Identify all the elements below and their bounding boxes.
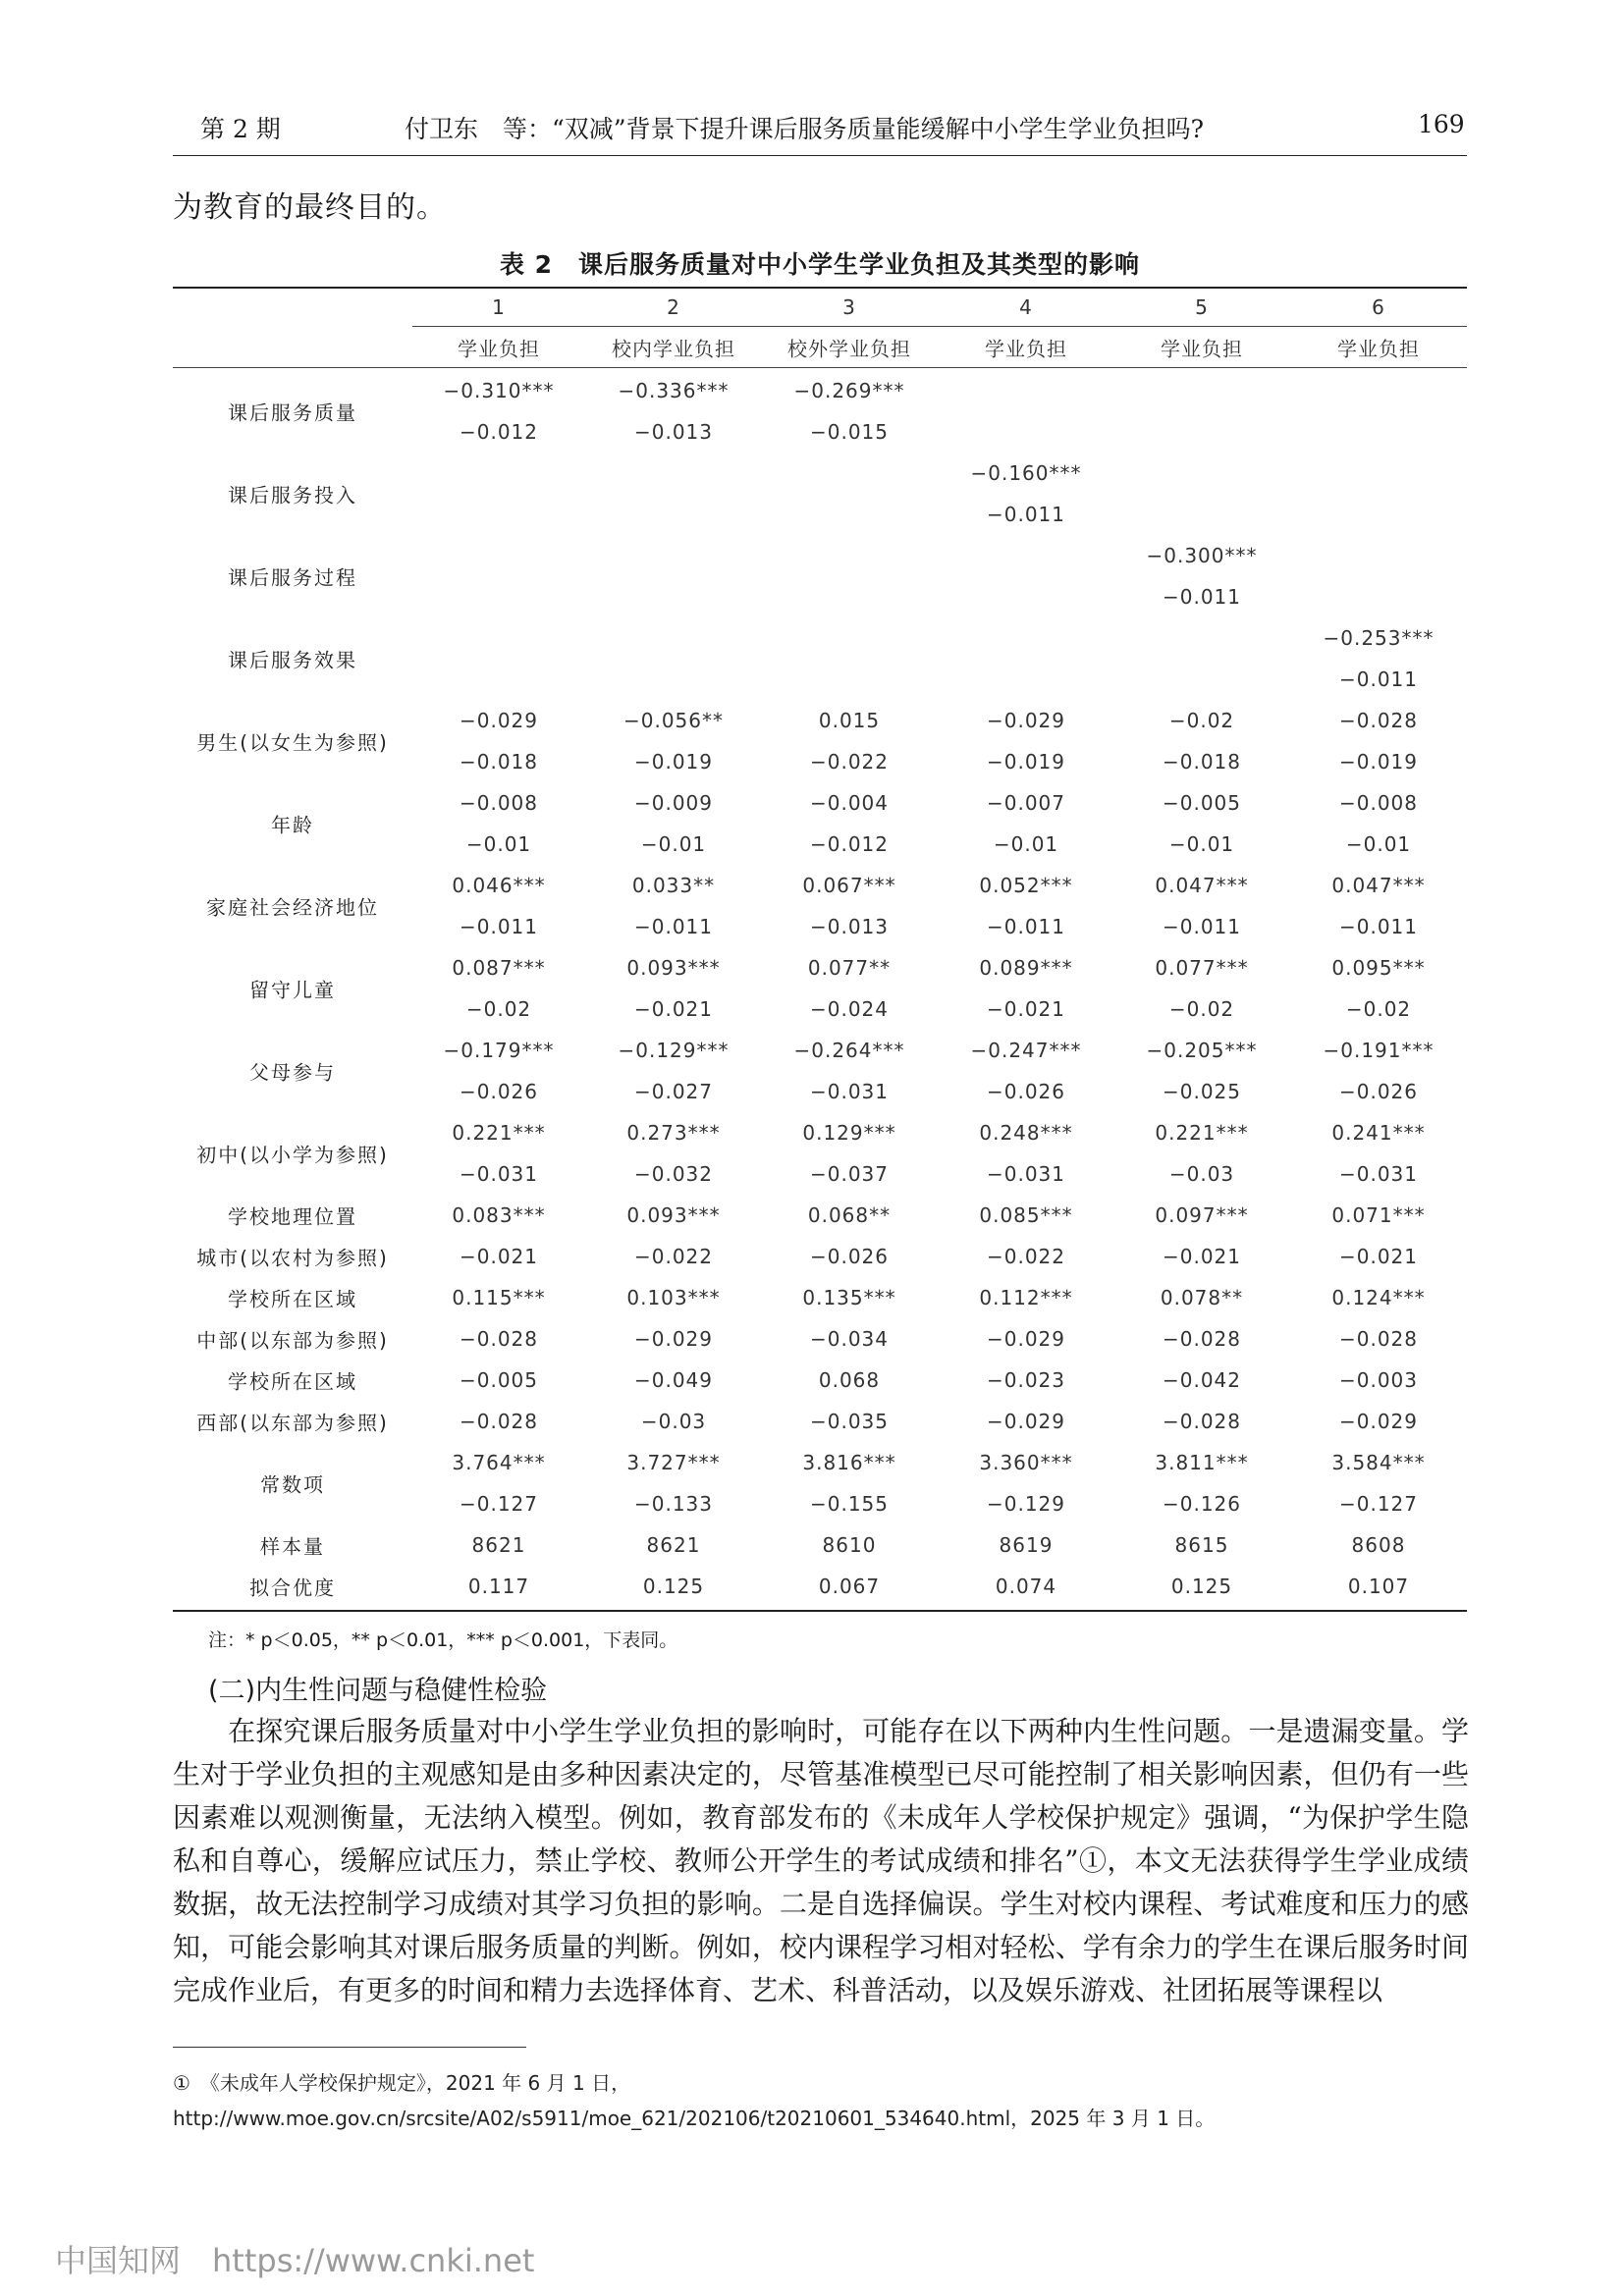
coefficient-cell: −0.007: [986, 791, 1066, 815]
stderr-cell: −0.127: [459, 1492, 539, 1516]
coefficient-cell: −0.253***: [1323, 626, 1435, 650]
stderr-cell: −0.011: [633, 915, 714, 938]
stderr-cell: −0.026: [809, 1245, 890, 1268]
stderr-cell: −0.019: [633, 750, 714, 774]
coefficient-cell: 0.015: [818, 709, 881, 732]
summary-cell: 0.074: [995, 1575, 1057, 1598]
coefficient-cell: 0.068**: [807, 1203, 892, 1227]
coefficient-cell: 0.047***: [1331, 874, 1426, 897]
stderr-cell: −0.018: [459, 750, 539, 774]
coefficient-cell: −0.179***: [443, 1039, 555, 1062]
coefficient-cell: −0.003: [1338, 1368, 1419, 1392]
coefficient-cell: 0.087***: [452, 956, 546, 980]
summary-label: 样本量: [260, 1534, 325, 1559]
row-label-sub: 西部(以东部为参照): [196, 1411, 389, 1435]
stderr-cell: −0.029: [986, 1410, 1066, 1433]
coefficient-cell: 0.083***: [452, 1203, 546, 1227]
row-label: 课后服务效果: [228, 648, 357, 672]
summary-cell: 8608: [1351, 1533, 1406, 1557]
page-number: 169: [1418, 110, 1465, 138]
coefficient-cell: 0.067***: [802, 874, 896, 897]
stderr-cell: −0.011: [1162, 585, 1242, 609]
coefficient-cell: −0.029: [459, 709, 539, 732]
summary-cell: 0.107: [1347, 1575, 1410, 1598]
row-label: 初中(以小学为参照): [196, 1143, 389, 1167]
header-rule: [173, 155, 1467, 156]
stderr-cell: −0.019: [986, 750, 1066, 774]
coefficient-cell: 0.112***: [979, 1286, 1073, 1309]
table-note: 注：* p＜0.05，** p＜0.01，*** p＜0.001，下表同。: [208, 1629, 678, 1651]
stderr-cell: −0.126: [1162, 1492, 1242, 1516]
stderr-cell: −0.026: [459, 1080, 539, 1103]
row-label: 课后服务过程: [228, 565, 357, 590]
stderr-cell: −0.011: [1162, 915, 1242, 938]
summary-cell: 0.067: [818, 1575, 881, 1598]
column-number: 6: [1372, 295, 1385, 319]
row-label: 男生(以女生为参照): [196, 730, 389, 755]
row-label: 课后服务投入: [228, 483, 357, 507]
stderr-cell: −0.013: [809, 915, 890, 938]
coefficient-cell: 0.093***: [626, 1203, 721, 1227]
summary-cell: 0.125: [642, 1575, 705, 1598]
stderr-cell: −0.02: [465, 997, 532, 1021]
coefficient-cell: 0.052***: [979, 874, 1073, 897]
coefficient-cell: −0.160***: [970, 461, 1082, 485]
summary-cell: 0.125: [1170, 1575, 1233, 1598]
row-label: 父母参与: [249, 1060, 336, 1085]
footnote-rule: [173, 2047, 526, 2048]
stderr-cell: −0.01: [640, 832, 707, 856]
stderr-cell: −0.031: [986, 1162, 1066, 1186]
coefficient-cell: 0.095***: [1331, 956, 1426, 980]
row-label: 课后服务质量: [228, 400, 357, 425]
section-heading: (二)内生性问题与稳健性检验: [208, 1676, 548, 1706]
column-label: 校内学业负担: [612, 337, 735, 361]
column-label: 学业负担: [458, 337, 540, 361]
coefficient-cell: −0.264***: [793, 1039, 905, 1062]
stderr-cell: −0.028: [459, 1327, 539, 1351]
coefficient-cell: 0.071***: [1331, 1203, 1426, 1227]
stderr-cell: −0.011: [1338, 915, 1419, 938]
row-label: 常数项: [260, 1472, 325, 1497]
stderr-cell: −0.029: [986, 1327, 1066, 1351]
stderr-cell: −0.011: [1338, 667, 1419, 691]
stderr-cell: −0.028: [1162, 1410, 1242, 1433]
coefficient-cell: −0.049: [633, 1368, 714, 1392]
column-number: 1: [492, 295, 506, 319]
coefficient-cell: 3.816***: [802, 1451, 896, 1474]
stderr-cell: −0.01: [993, 832, 1059, 856]
coefficient-cell: 0.077**: [807, 956, 892, 980]
stderr-cell: −0.028: [459, 1410, 539, 1433]
coefficient-cell: 0.248***: [979, 1121, 1073, 1145]
coefficient-cell: −0.008: [1338, 791, 1419, 815]
coefficient-cell: 0.221***: [452, 1121, 546, 1145]
table-top-rule: [173, 287, 1467, 289]
stderr-cell: −0.024: [809, 997, 890, 1021]
stderr-cell: −0.031: [809, 1080, 890, 1103]
stderr-cell: −0.019: [1338, 750, 1419, 774]
coefficient-cell: 3.811***: [1155, 1451, 1249, 1474]
stderr-cell: −0.021: [633, 997, 714, 1021]
stderr-cell: −0.129: [986, 1492, 1066, 1516]
table-bottom-rule: [173, 1610, 1467, 1612]
row-label: 学校所在区域: [228, 1287, 357, 1311]
coefficient-cell: −0.191***: [1323, 1039, 1435, 1062]
footnote: ① 《未成年人学校保护规定》，2021 年 6 月 1 日，http://www.moe.gov.cn/srcsite/A02/s5911/moe_621/202106/t20210601_534640.html，2025 年 3 月 1 日。: [173, 2071, 1216, 2130]
coefficient-cell: 3.584***: [1331, 1451, 1426, 1474]
coefficient-cell: −0.042: [1162, 1368, 1242, 1392]
coefficient-cell: −0.300***: [1146, 544, 1258, 567]
row-label-sub: 城市(以农村为参照): [196, 1246, 389, 1270]
stderr-cell: −0.011: [459, 915, 539, 938]
table-mid-rule: [412, 326, 1467, 327]
summary-label: 拟合优度: [249, 1575, 336, 1600]
stderr-cell: −0.013: [633, 420, 714, 444]
stderr-cell: −0.015: [809, 420, 890, 444]
column-number: 5: [1195, 295, 1209, 319]
stderr-cell: −0.03: [1168, 1162, 1235, 1186]
stderr-cell: −0.028: [1338, 1327, 1419, 1351]
lead-text: 为教育的最终目的。: [173, 190, 447, 225]
coefficient-cell: 0.047***: [1155, 874, 1249, 897]
coefficient-cell: −0.269***: [793, 379, 905, 402]
stderr-cell: −0.021: [986, 997, 1066, 1021]
coefficient-cell: −0.004: [809, 791, 890, 815]
coefficient-cell: −0.005: [1162, 791, 1242, 815]
coefficient-cell: 0.115***: [452, 1286, 546, 1309]
coefficient-cell: 0.093***: [626, 956, 721, 980]
coefficient-cell: 0.033**: [631, 874, 716, 897]
stderr-cell: −0.012: [459, 420, 539, 444]
stderr-cell: −0.022: [809, 750, 890, 774]
coefficient-cell: 0.129***: [802, 1121, 896, 1145]
summary-cell: 8621: [646, 1533, 701, 1557]
coefficient-cell: 0.089***: [979, 956, 1073, 980]
coefficient-cell: 0.273***: [626, 1121, 721, 1145]
coefficient-cell: −0.310***: [443, 379, 555, 402]
stderr-cell: −0.034: [809, 1327, 890, 1351]
stderr-cell: −0.027: [633, 1080, 714, 1103]
column-number: 2: [667, 295, 680, 319]
column-number: 4: [1019, 295, 1033, 319]
coefficient-cell: −0.028: [1338, 709, 1419, 732]
coefficient-cell: 0.046***: [452, 874, 546, 897]
row-label: 留守儿童: [249, 978, 336, 1002]
coefficient-cell: −0.023: [986, 1368, 1066, 1392]
column-label: 学业负担: [1337, 337, 1420, 361]
stderr-cell: −0.02: [1168, 997, 1235, 1021]
row-label: 学校地理位置: [228, 1204, 357, 1229]
running-title: 付卫东 等：“双减”背景下提升课后服务质量能缓解中小学生学业负担吗?: [405, 115, 1204, 143]
coefficient-cell: 0.068: [818, 1368, 881, 1392]
stderr-cell: −0.037: [809, 1162, 890, 1186]
coefficient-cell: 0.085***: [979, 1203, 1073, 1227]
stderr-cell: −0.021: [459, 1245, 539, 1268]
coefficient-cell: −0.205***: [1146, 1039, 1258, 1062]
stderr-cell: −0.028: [1162, 1327, 1242, 1351]
stderr-cell: −0.031: [459, 1162, 539, 1186]
column-number: 3: [842, 295, 856, 319]
stderr-cell: −0.022: [986, 1245, 1066, 1268]
coefficient-cell: −0.056**: [623, 709, 725, 732]
body-text: [173, 1710, 1469, 2012]
stderr-cell: −0.026: [1338, 1080, 1419, 1103]
summary-cell: 0.117: [467, 1575, 530, 1598]
coefficient-cell: 0.077***: [1155, 956, 1249, 980]
coefficient-cell: 0.078**: [1160, 1286, 1244, 1309]
coefficient-cell: −0.009: [633, 791, 714, 815]
stderr-cell: −0.01: [1168, 832, 1235, 856]
summary-cell: 8619: [999, 1533, 1054, 1557]
row-label: 年龄: [271, 813, 314, 837]
coefficient-cell: 0.124***: [1331, 1286, 1426, 1309]
watermark: 中国知网 https://www.cnki.net: [55, 2242, 535, 2279]
coefficient-cell: 0.135***: [802, 1286, 896, 1309]
coefficient-cell: −0.029: [986, 709, 1066, 732]
stderr-cell: −0.01: [465, 832, 532, 856]
summary-cell: 8615: [1174, 1533, 1229, 1557]
stderr-cell: −0.029: [633, 1327, 714, 1351]
stderr-cell: −0.021: [1162, 1245, 1242, 1268]
stderr-cell: −0.011: [986, 503, 1066, 526]
issue-number: 第 2 期: [200, 115, 281, 143]
coefficient-cell: 0.221***: [1155, 1121, 1249, 1145]
row-label: 学校所在区域: [228, 1369, 357, 1394]
stderr-cell: −0.127: [1338, 1492, 1419, 1516]
stderr-cell: −0.011: [986, 915, 1066, 938]
table-caption: 表 2 课后服务质量对中小学生学业负担及其类型的影响: [499, 250, 1141, 279]
stderr-cell: −0.133: [633, 1492, 714, 1516]
coefficient-cell: 3.764***: [452, 1451, 546, 1474]
coefficient-cell: 3.727***: [626, 1451, 721, 1474]
coefficient-cell: −0.02: [1168, 709, 1235, 732]
coefficient-cell: −0.336***: [618, 379, 730, 402]
column-label: 校外学业负担: [787, 337, 911, 361]
coefficient-cell: −0.008: [459, 791, 539, 815]
stderr-cell: −0.032: [633, 1162, 714, 1186]
coefficient-cell: 3.360***: [979, 1451, 1073, 1474]
stderr-cell: −0.01: [1345, 832, 1412, 856]
column-label: 学业负担: [1161, 337, 1243, 361]
row-label-sub: 中部(以东部为参照): [196, 1328, 389, 1353]
stderr-cell: −0.022: [633, 1245, 714, 1268]
coefficient-cell: −0.129***: [618, 1039, 730, 1062]
stderr-cell: −0.155: [809, 1492, 890, 1516]
paragraph: 在探究课后服务质量对中小学生学业负担的影响时，可能存在以下两种内生性问题。一是遗漏变量。学生对于学业负担的主观感知是由多种因素决定的，尽管基准模型已尽可能控制了相关影响因素，但仍有一些因素难以观测衡量，无法纳入模型。例如，教育部发布的《未成年人学校保护规定》强调，“为保护学生隐私和自尊心，缓解应试压力，禁止学校、教师公开学生的考试成绩和排名”①，本文无法获得学生学业成绩数据，故无法控制学习成绩对其学习负担的影响。二是自选择偏误。学生对校内课程、考试难度和压力的感知，可能会影响其对课后服务质量的判断。例如，校内课程学习相对轻松、学有余力的学生在课后服务时间完成作业后，有更多的时间和精力去选择体育、艺术、科普活动，以及娱乐游戏、社团拓展等课程以: [173, 1715, 1469, 2006]
table-head-rule: [173, 367, 1467, 368]
stderr-cell: −0.012: [809, 832, 890, 856]
coefficient-cell: 0.241***: [1331, 1121, 1426, 1145]
stderr-cell: −0.02: [1345, 997, 1412, 1021]
column-label: 学业负担: [985, 337, 1067, 361]
stderr-cell: −0.026: [986, 1080, 1066, 1103]
summary-cell: 8610: [822, 1533, 877, 1557]
stderr-cell: −0.025: [1162, 1080, 1242, 1103]
row-label: 家庭社会经济地位: [206, 895, 379, 920]
stderr-cell: −0.035: [809, 1410, 890, 1433]
stderr-cell: −0.03: [640, 1410, 707, 1433]
stderr-cell: −0.018: [1162, 750, 1242, 774]
coefficient-cell: −0.005: [459, 1368, 539, 1392]
summary-cell: 8621: [471, 1533, 526, 1557]
stderr-cell: −0.031: [1338, 1162, 1419, 1186]
coefficient-cell: 0.103***: [626, 1286, 721, 1309]
stderr-cell: −0.021: [1338, 1245, 1419, 1268]
coefficient-cell: 0.097***: [1155, 1203, 1249, 1227]
stderr-cell: −0.029: [1338, 1410, 1419, 1433]
coefficient-cell: −0.247***: [970, 1039, 1082, 1062]
